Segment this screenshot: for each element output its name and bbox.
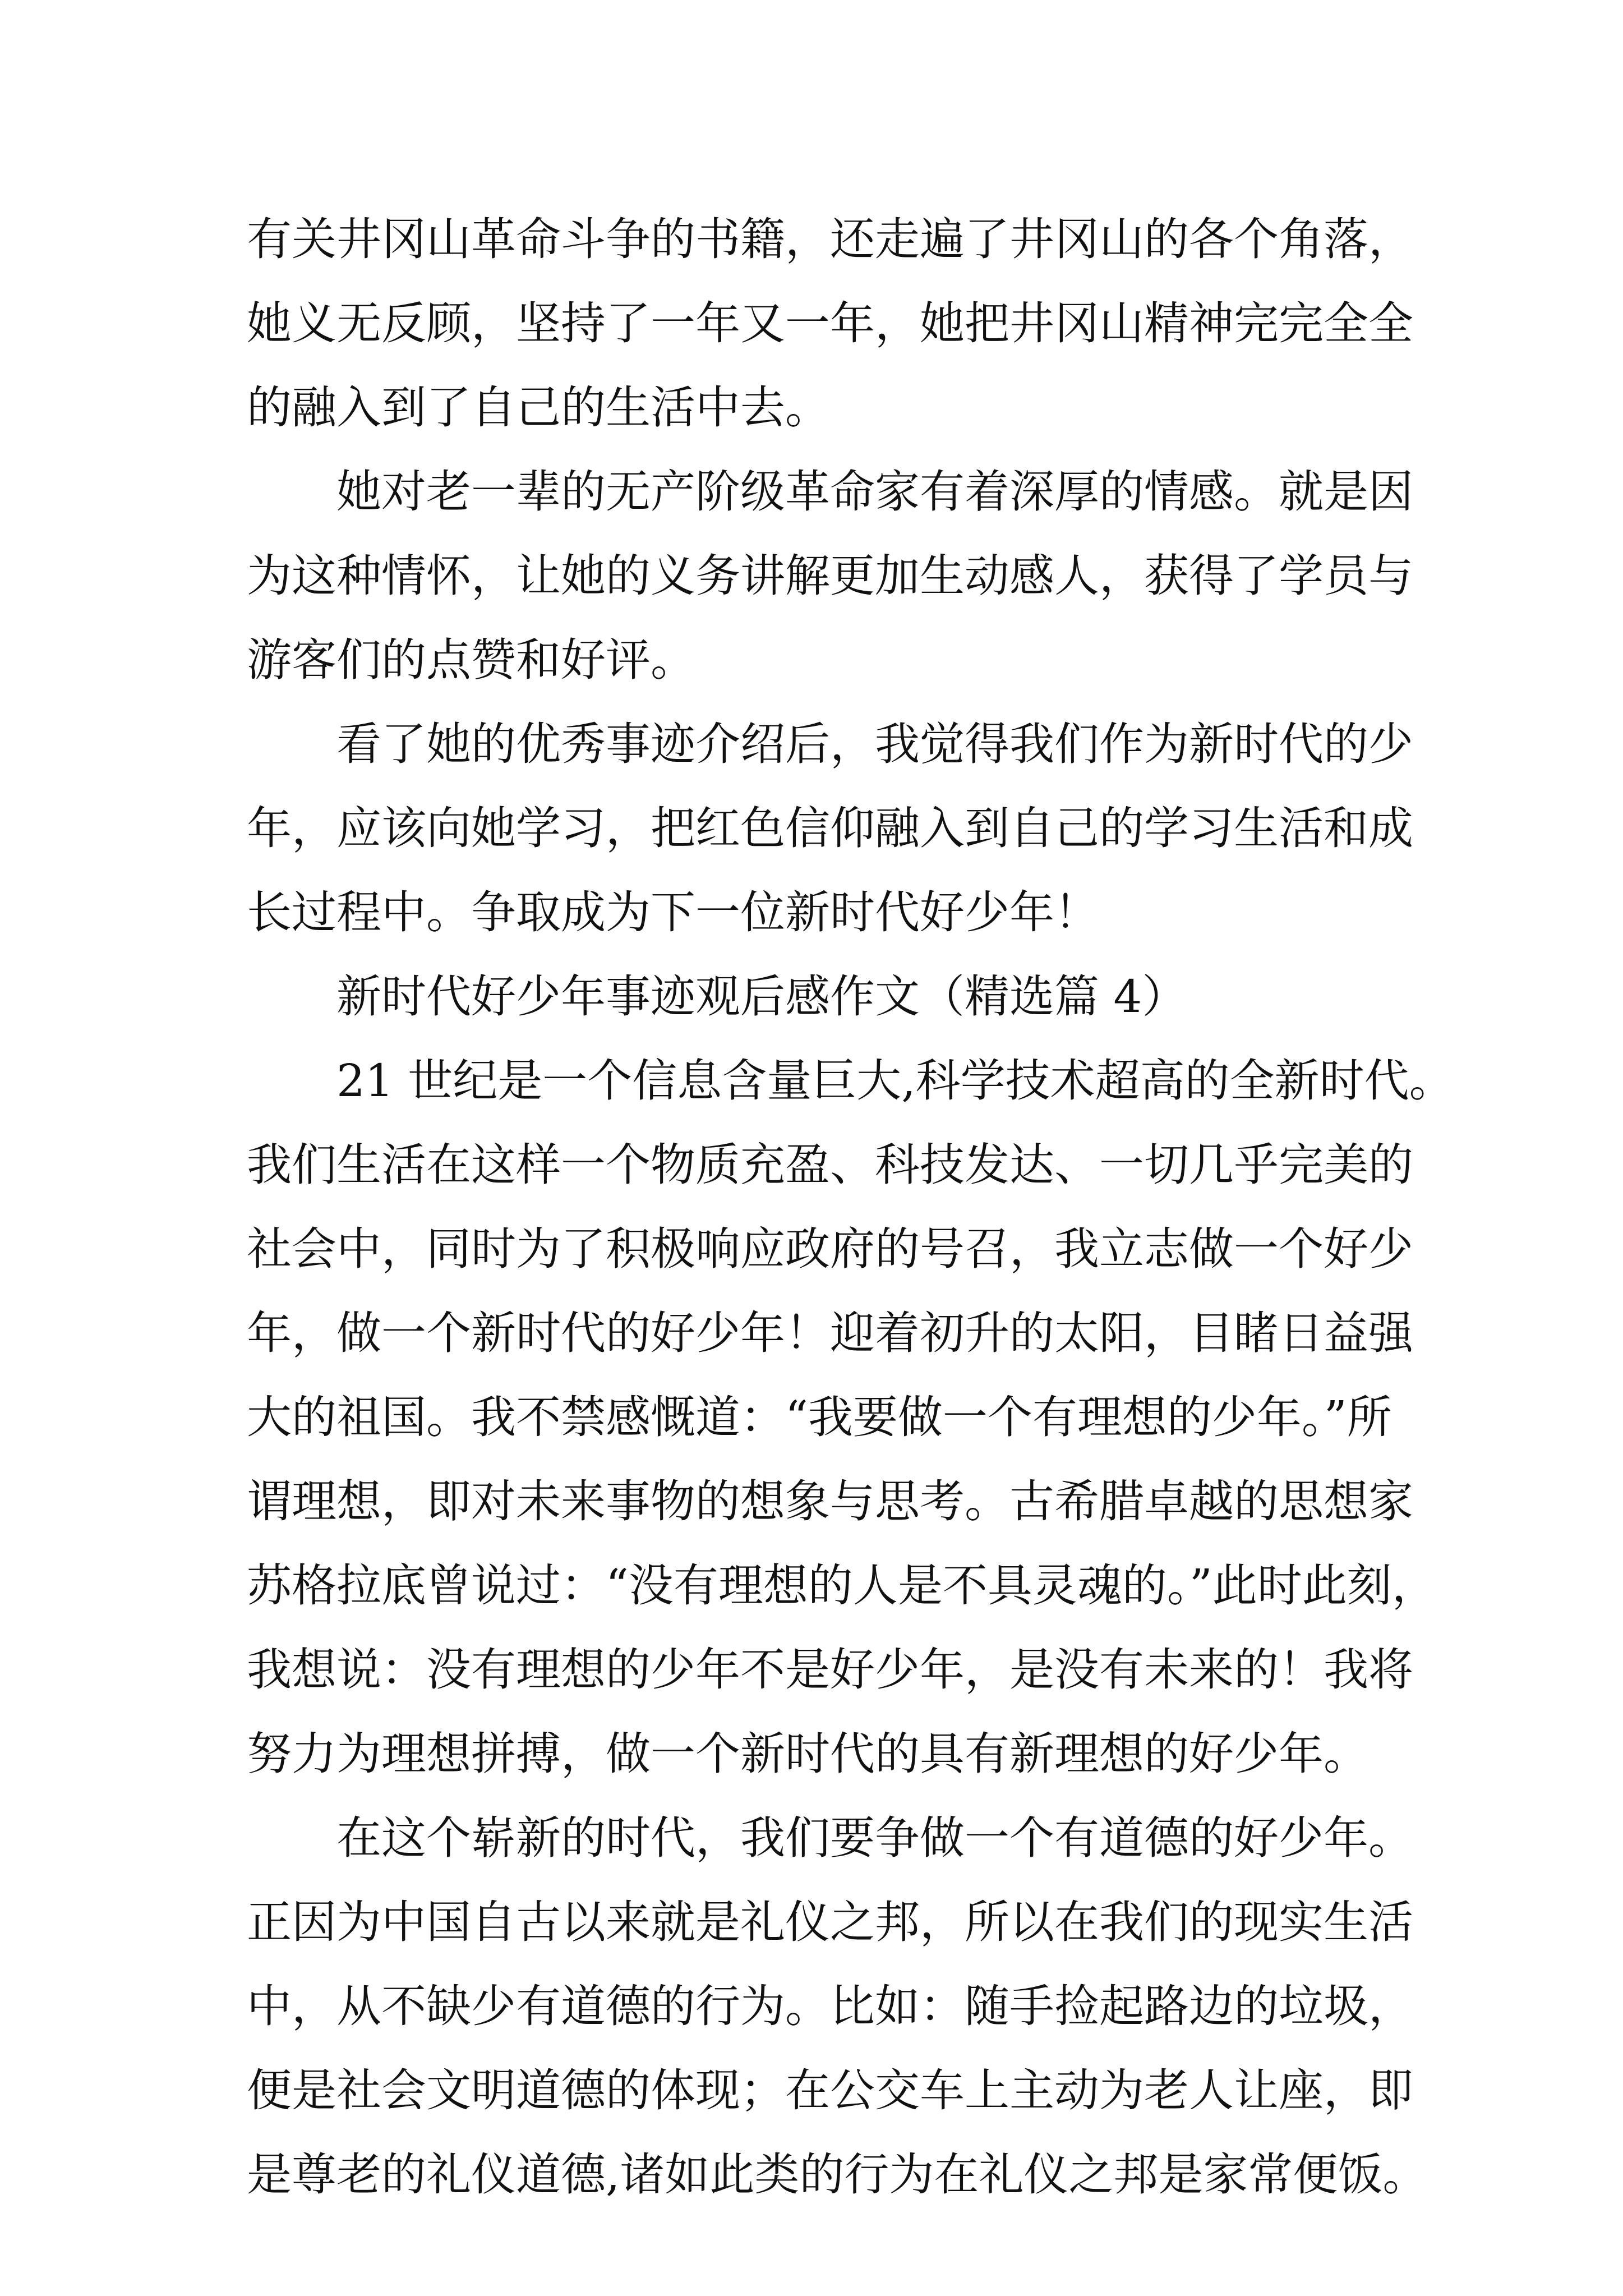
text-line: 为这种情怀，让她的义务讲解更加生动感人，获得了学员与 (247, 550, 1413, 602)
text-line: 看了她的优秀事迹介绍后，我觉得我们作为新时代的少 (336, 718, 1413, 770)
text-line: 游客们的点赞和好评。 (247, 634, 695, 686)
text-line: 大的祖国。我不禁感慨道：“我要做一个有理想的少年。”所 (247, 1391, 1392, 1443)
text-line: 年，应该向她学习，把红色信仰融入到自己的学习生活和成 (247, 802, 1413, 854)
text-line: 便是社会文明道德的体现；在公交车上主动为老人让座，即 (247, 2064, 1413, 2116)
text-line: 的融入到了自己的生活中去。 (247, 381, 830, 434)
text-line: 正因为中国自古以来就是礼仪之邦，所以在我们的现实生活 (247, 1896, 1413, 1948)
text-line: 谓理想，即对未来事物的想象与思考。古希腊卓越的思想家 (247, 1475, 1413, 1527)
text-line: 中，从不缺少有道德的行为。比如：随手捡起路边的垃圾， (247, 1980, 1413, 2032)
text-line: 在这个崭新的时代，我们要争做一个有道德的好少年。 (336, 1812, 1413, 1864)
text-line: 长过程中。争取成为下一位新时代好少年！ (247, 886, 1099, 938)
text-line: 我们生活在这样一个物质充盈、科技发达、一切几乎完美的 (247, 1139, 1413, 1191)
section-heading: 新时代好少年事迹观后感作文（精选篇 4） (336, 970, 1187, 1023)
text-line: 是尊老的礼仪道德,诸如此类的行为在礼仪之邦是家常便饭。 (247, 2148, 1428, 2201)
text-line: 我想说：没有理想的少年不是好少年，是没有未来的！我将 (247, 1644, 1413, 1696)
text-line: 年，做一个新时代的好少年！迎着初升的太阳，目睹日益强 (247, 1307, 1413, 1359)
text-line: 社会中，同时为了积极响应政府的号召，我立志做一个好少 (247, 1223, 1413, 1275)
text-line: 有关井冈山革命斗争的书籍，还走遍了井冈山的各个角落， (247, 213, 1413, 265)
text-line: 努力为理想拼搏，做一个新时代的具有新理想的好少年。 (247, 1728, 1368, 1780)
text-line: 21 世纪是一个信息含量巨大,科学技术超高的全新时代。 (336, 1055, 1454, 1107)
text-line: 苏格拉底曾说过：“没有理想的人是不具灵魂的。”此时此刻， (247, 1559, 1437, 1612)
text-line: 她义无反顾，坚持了一年又一年，她把井冈山精神完完全全 (247, 297, 1413, 349)
text-line: 她对老一辈的无产阶级革命家有着深厚的情感。就是因 (336, 466, 1413, 518)
